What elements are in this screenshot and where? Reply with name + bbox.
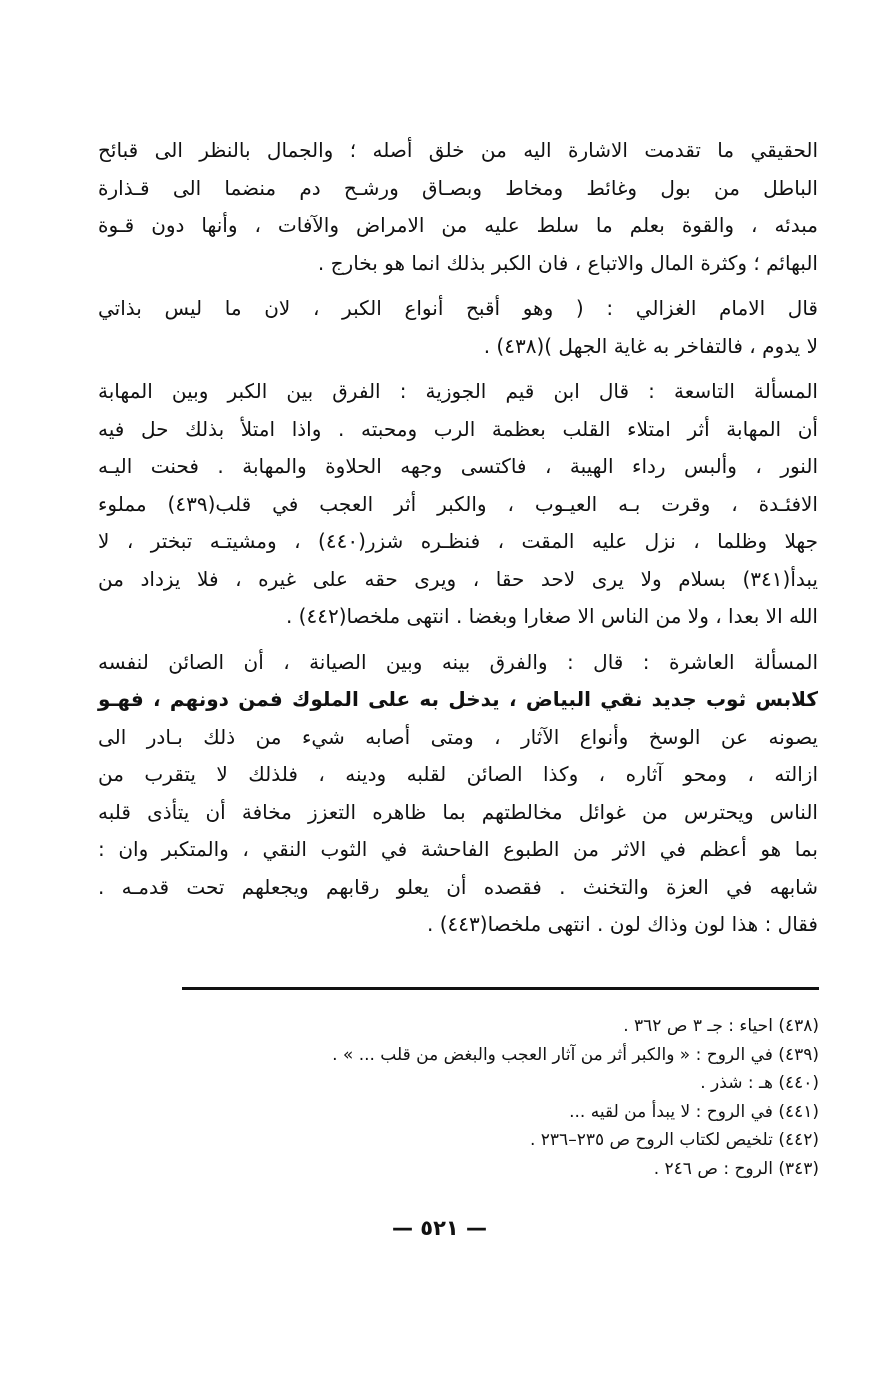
footnote-439: (٤٣٩) في الروح : « والكبر أثر من آثار العجب والبغض من قلب ... » . xyxy=(332,1044,819,1065)
text-line: فقال : هذا لون وذاك لون . انتهى ملخصا(٤٤٣) . xyxy=(427,912,818,936)
page-number: — ٥٢١ — xyxy=(391,1216,488,1240)
text-line: الله الا بعدا ، ولا من الناس الا صغارا وبغضا . انتهى ملخصا(٤٤٢) . xyxy=(285,604,818,628)
text-line: قال الامام الغزالي : ( وهو أقبح أنواع الكبر ، لان ما ليس بذاتي xyxy=(98,296,818,320)
text-line: جهلا وظلما ، نزل عليه المقت ، فنظـره شزر(٤٤٠) ، ومشيتـه تبختر ، لا xyxy=(98,529,818,553)
text-line: ازالته ، ومحو آثاره ، وكذا الصائن لقلبه ودينه ، فلذلك لا يتقرب من xyxy=(98,762,818,786)
main-text xyxy=(98,132,818,944)
text-line: شابهه في العزة والتخنث . فقصده أن يعلو رقابهم ويجعلهم تحت قدمـه . xyxy=(98,874,818,899)
text-line: يبدأ(٣٤١) بسلام ولا يرى لاحد حقا ، ويرى حقه على غيره ، فلا يزداد من xyxy=(98,566,818,591)
text-line: يصونه عن الوسخ وأنواع الآثار ، ومتى أصابه شيء من ذلك بـادر الى xyxy=(98,724,818,749)
text-line: مبدئه ، والقوة بعلم ما سلط عليه من الامراض والآفات ، وأنها دون قـوة xyxy=(98,213,818,237)
paragraph-tenth-issue xyxy=(98,644,818,944)
footnotes xyxy=(300,1012,819,1183)
paragraph-continuation xyxy=(98,132,818,282)
paragraph-ghazali-quote xyxy=(98,290,818,365)
footnote-441: (٤٤١) في الروح : لا يبدأ من لقيه ... xyxy=(569,1101,819,1122)
footnote-divider xyxy=(182,987,819,990)
text-line: أن المهابة أثر امتلاء القلب بعظمة الرب ومحبته . واذا امتلأ بذلك حل فيه xyxy=(98,416,818,441)
text-line: لا يدوم ، فالتفاخر به غاية الجهل )(٤٣٨) . xyxy=(483,333,818,358)
text-line: الحقيقي ما تقدمت الاشارة اليه من خلق أصله ؛ والجمال بالنظر الى قبائح xyxy=(98,138,818,162)
text-line: المسألة التاسعة : قال ابن قيم الجوزية : الفرق بين الكبر وبين المهابة xyxy=(98,379,818,403)
footnote-443: (٣٤٣) الروح : ص ٢٤٦ . xyxy=(653,1158,819,1179)
text-line: البهائم ؛ وكثرة المال والاتباع ، فان الكبر بذلك انما هو بخارج . xyxy=(317,250,818,275)
footnote-442: (٤٤٢) تلخيص لكتاب الروح ص ٢٣٥–٢٣٦ . xyxy=(529,1130,819,1150)
text-line: بما هو أعظم في الاثر من الطبوع الفاحشة في الثوب النقي ، والمتكبر وان : xyxy=(98,837,818,861)
text-line: الباطل من بول وغائط ومخاط وبصـاق ورشـح دم منضما الى قـذارة xyxy=(98,175,818,200)
footnote-438: (٤٣٨) احياء : جـ ٣ ص ٣٦٢ . xyxy=(623,1016,819,1036)
paragraph-ninth-issue xyxy=(98,373,818,636)
footnote-440: (٤٤٠) هـ : شذر . xyxy=(700,1073,819,1093)
text-line: المسألة العاشرة : قال : والفرق بينه وبين الصيانة ، أن الصائن لنفسه xyxy=(98,649,818,674)
text-line: الافئـدة ، وقرت بـه العيـوب ، والكبر أثر العجب في قلب(٤٣٩) مملوء xyxy=(98,491,818,516)
text-line: النور ، وألبس رداء الهيبة ، فاكتسى وجهه الحلاوة والمهابة . فحنت اليـه xyxy=(98,454,818,478)
text-line: الناس ويحترس من غوائل مخالطتهم بما ظاهره التعزز مخافة أن يتأذى قلبه xyxy=(98,799,818,824)
text-line: كلابس ثوب جديد نقي البياض ، يدخل به على الملوك فمن دونهم ، فهـو xyxy=(98,687,818,711)
